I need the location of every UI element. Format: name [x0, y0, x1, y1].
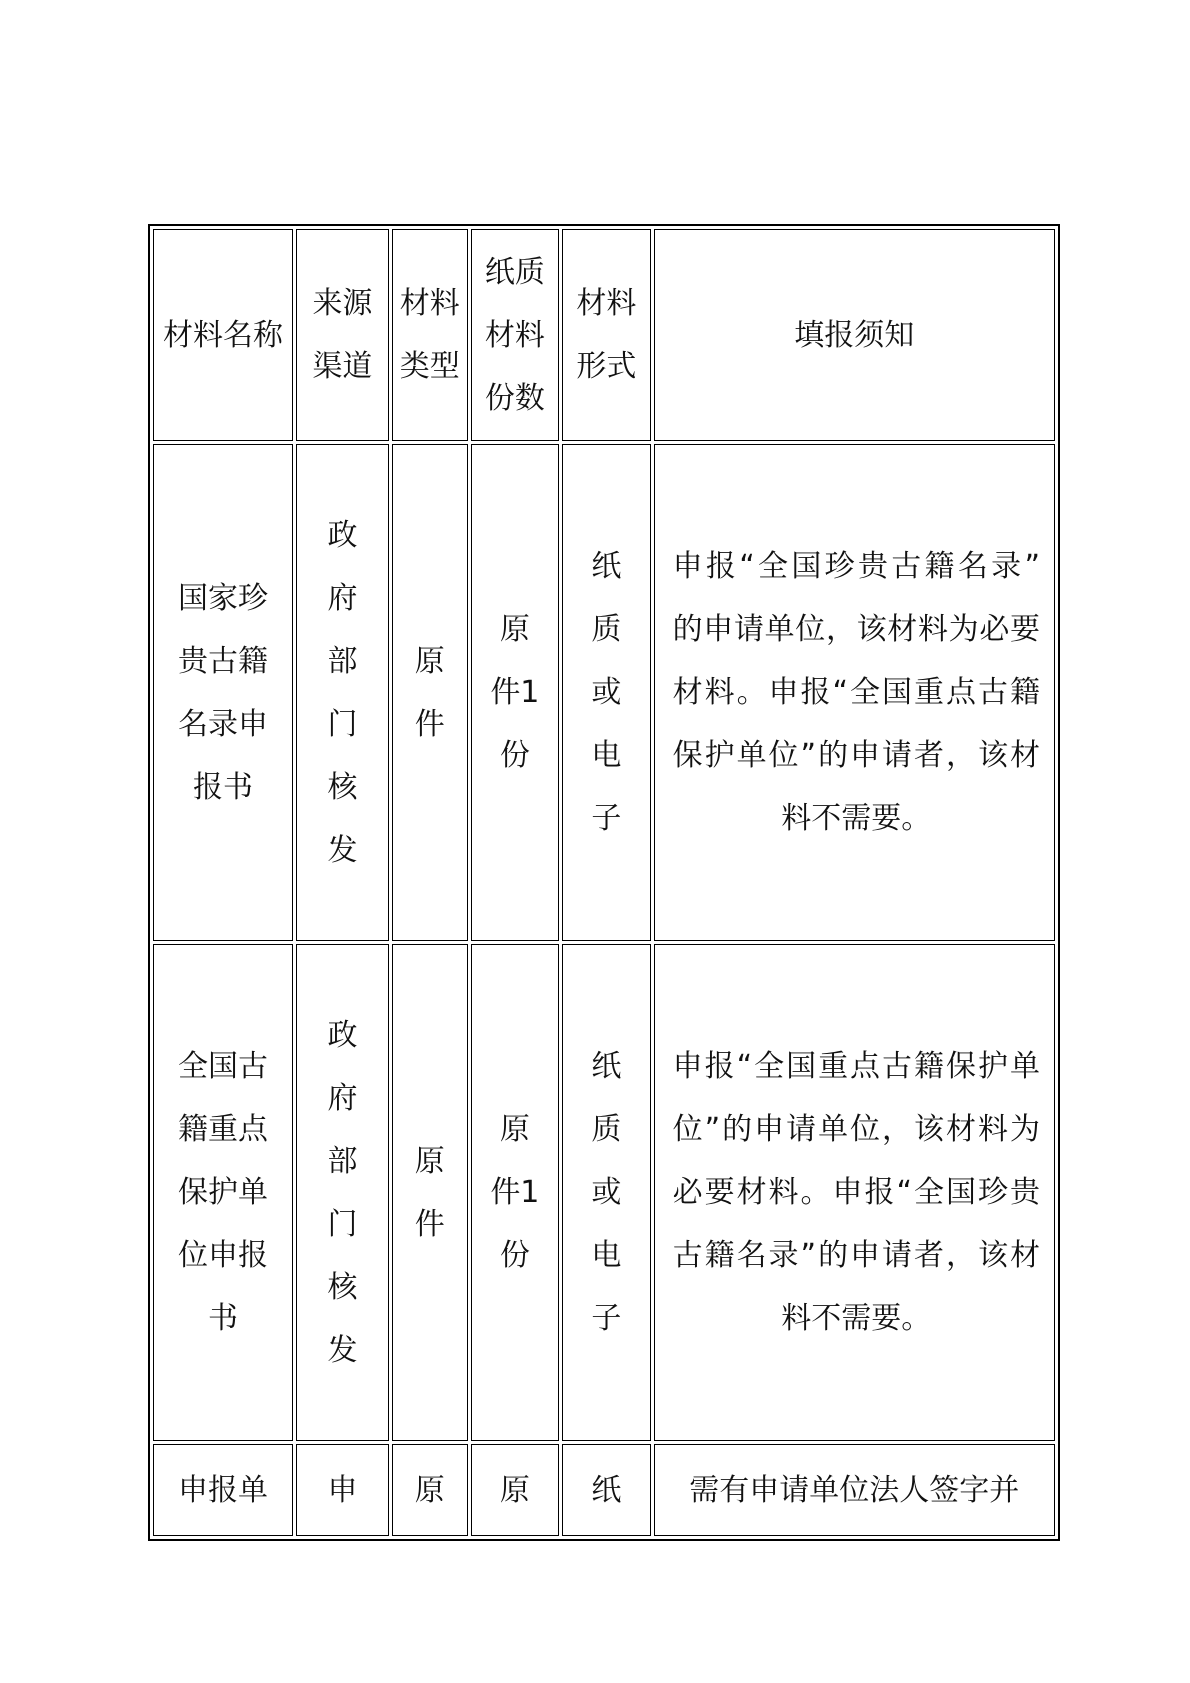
cell-text: 发: [327, 832, 358, 868]
cell-text: 保护单: [178, 1175, 269, 1210]
cell-material-type: 原: [392, 1444, 468, 1536]
cell-text: 门: [327, 1206, 358, 1242]
cell-text: 或: [591, 1175, 622, 1210]
cell-text: 或: [591, 675, 622, 710]
cell-text: 子: [591, 1301, 622, 1336]
cell-material-form: 纸: [562, 1444, 650, 1536]
cell-material-type: [392, 944, 468, 1441]
cell-text: 原: [414, 643, 445, 679]
cell-source-channel: [296, 944, 389, 1441]
header-text: 纸质: [484, 254, 545, 290]
header-text: 渠道: [312, 349, 373, 384]
cell-paper-copies: [471, 944, 559, 1441]
notes-line: 料不需要。: [781, 801, 932, 836]
table-row: [153, 1444, 1055, 1536]
header-material-form: [562, 229, 650, 441]
cell-filling-notes: [654, 944, 1055, 1441]
cell-paper-copies: [471, 444, 559, 941]
cell-text: 国家珍: [178, 580, 269, 616]
notes-line: 材料。申报“全国重点古籍: [672, 675, 1040, 710]
header-text: 材料: [484, 317, 545, 353]
cell-source-channel: 申: [296, 1444, 389, 1536]
cell-material-name: [153, 944, 293, 1441]
header-text: 材料: [399, 286, 460, 321]
cell-text: 核: [327, 1269, 358, 1305]
table-row: [153, 444, 1055, 941]
cell-material-name: [153, 444, 293, 941]
notes-line: 申报“全国重点古籍保护单: [672, 1049, 1040, 1084]
cell-text: 全国古: [178, 1049, 269, 1084]
cell-text: 子: [591, 801, 622, 836]
cell-text: 核: [327, 769, 358, 805]
cell-text: 件: [414, 706, 445, 742]
cell-paper-copies: 原: [471, 1444, 559, 1536]
cell-text: 位申报: [178, 1238, 269, 1273]
table-header-row: [153, 229, 1055, 441]
cell-material-form: [562, 944, 650, 1441]
notes-line: 必要材料。申报“全国珍贵: [672, 1175, 1040, 1210]
cell-text: 报书: [193, 769, 254, 805]
cell-text: 籍重点: [178, 1112, 269, 1147]
cell-text: 府: [327, 1080, 358, 1116]
notes-line: 申报“全国珍贵古籍名录”: [672, 549, 1040, 584]
cell-filling-notes: 需有申请单位法人签字并: [654, 1444, 1055, 1536]
header-material-type: [392, 229, 468, 441]
cell-text: 件: [414, 1206, 445, 1242]
cell-text: 件1: [490, 675, 540, 710]
cell-text: 门: [327, 706, 358, 742]
cell-text: 贵古籍: [178, 643, 269, 679]
notes-line: 保护单位”的申请者，该材: [672, 738, 1040, 773]
cell-text: 原: [414, 1143, 445, 1179]
cell-text: 质: [591, 1112, 622, 1147]
table-row: [153, 944, 1055, 1441]
cell-text: 件1: [490, 1175, 540, 1210]
cell-text: 份: [499, 1238, 530, 1273]
header-filling-notes: 填报须知: [654, 229, 1055, 441]
header-material-name: 材料名称: [153, 229, 293, 441]
header-text: 类型: [399, 349, 460, 384]
cell-source-channel: [296, 444, 389, 941]
cell-material-form: [562, 444, 650, 941]
cell-filling-notes: [654, 444, 1055, 941]
cell-text: 电: [591, 738, 622, 773]
header-text: 来源: [312, 286, 373, 321]
cell-text: 部: [327, 643, 358, 679]
cell-text: 府: [327, 580, 358, 616]
notes-line: 古籍名录”的申请者，该材: [672, 1238, 1040, 1273]
cell-text: 质: [591, 612, 622, 647]
header-source-channel: [296, 229, 389, 441]
header-text: 形式: [576, 349, 637, 384]
materials-table: [148, 224, 1060, 1541]
cell-text: 纸: [591, 1049, 622, 1084]
notes-line: 位”的申请单位，该材料为: [672, 1112, 1040, 1147]
cell-text: 书: [208, 1301, 239, 1336]
cell-text: 发: [327, 1332, 358, 1368]
cell-text: 电: [591, 1238, 622, 1273]
header-text: 份数: [484, 380, 545, 416]
cell-text: 原: [499, 612, 530, 647]
notes-line: 料不需要。: [781, 1301, 932, 1336]
cell-material-name: 申报单: [153, 1444, 293, 1536]
cell-text: 份: [499, 738, 530, 773]
cell-text: 政: [327, 1017, 358, 1053]
cell-text: 部: [327, 1143, 358, 1179]
cell-text: 政: [327, 517, 358, 553]
notes-line: 的申请单位，该材料为必要: [672, 612, 1040, 647]
cell-text: 原: [499, 1112, 530, 1147]
cell-material-type: [392, 444, 468, 941]
header-text: 材料: [576, 286, 637, 321]
cell-text: 名录申: [178, 706, 269, 742]
cell-text: 纸: [591, 549, 622, 584]
header-paper-copies: [471, 229, 559, 441]
